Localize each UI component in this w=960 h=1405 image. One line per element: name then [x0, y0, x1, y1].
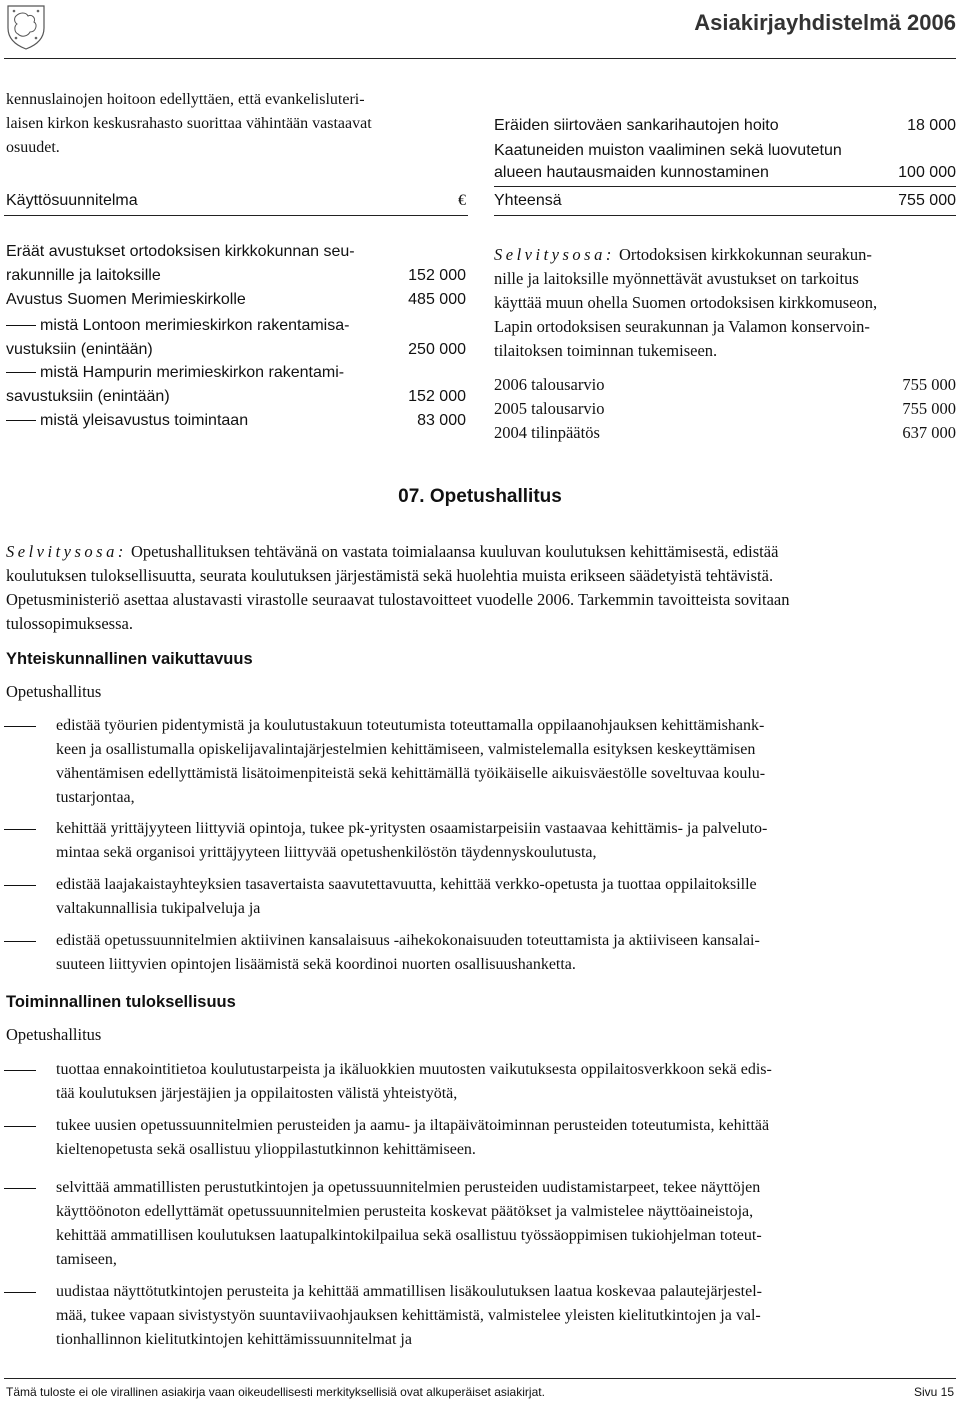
- table-row: mistä Hampurin merimieskirkon rakentami- savustuksiin (enintään) 152 000: [6, 361, 466, 409]
- table-header-unit: €: [458, 192, 466, 209]
- intro-paragraph: kennuslainojen hoitoon edellyttäen, että evankelisluteri- laisen kirkon keskusrahasto suorittaa vähintään vastaavat osuudet.: [6, 91, 372, 156]
- footer-rule: [4, 1378, 956, 1379]
- dash-icon: [4, 1126, 36, 1127]
- row-value: 18 000: [907, 117, 956, 134]
- dash-icon: [4, 829, 36, 830]
- selvitys-label: Selvitysosa:: [6, 542, 127, 561]
- budget-row: 2005 talousarvio 755 000: [494, 399, 956, 418]
- page-header-title: Asiakirjayhdistelmä 2006: [694, 10, 956, 35]
- row-value: 100 000: [898, 164, 956, 181]
- list-item: tukee uusien opetussuunnitelmien perusteiden ja aamu- ja iltapäivätoiminnan perusteiden toteutumista, kehittää kieltenopetusta sekä osallistuu ylioppilastutkinnon kehittämiseen.: [56, 1117, 770, 1158]
- table-header-rule: [4, 215, 468, 216]
- row-value: 83 000: [417, 412, 466, 429]
- table-row: mistä Lontoon merimieskirkon rakentamisa- vustuksiin (enintään) 250 000: [6, 314, 466, 362]
- total-top-rule: [494, 186, 956, 187]
- list-item: edistää työurien pidentymistä ja koulutustakuun toteutumista toteuttamalla oppilaanohjauksen kehittämishank- keen ja osallistumalla opiskelijavalintajärjestelmien kehittämiseen, valmistelemalla esityksen keskeyttämisen vähentämisen edellyttämistä lisätoimenpiteistä sekä kehittämällä työikäiselle aikuisväestölle soveltuvaa koulu- tustarjontaa,: [56, 717, 766, 806]
- list-item: edistää opetussuunnitelmien aktiivinen kansalaisuus -aihekokonaisuuden toteuttamista ja aktiiviseen kansalai- suuteen liittyvien opintojen lisäämistä sekä koordinoi nuorten osallisuushanketta.: [56, 932, 760, 973]
- coat-of-arms-logo: [4, 2, 48, 50]
- dash-icon: [4, 726, 36, 727]
- footer-note: Tämä tuloste ei ole virallinen asiakirja vaan oikeudellisesti merkityksellisiä ovat alkuperäiset asiakirjat.: [6, 1385, 545, 1399]
- section-selvitys-paragraph: Selvitysosa: Opetushallituksen tehtävänä on vastata toimialaansa kuuluvan koulutuksen kehittämisestä, edistää koulutuksen tuloksellisuutta, seurata koulutuksen järjestämistä sekä huolehtia muista erikseen säädetyistä tehtävistä. Opetusministeriö asettaa alustavasti virastolle seuraavat tulostavoitteet vuodelle 2006. Tarkemmin tavoitteista sovitaan tulossopimuksessa.: [6, 542, 790, 633]
- dash-icon: [4, 1292, 36, 1293]
- total-label: Yhteensä: [494, 192, 562, 209]
- row-value: 152 000: [408, 267, 466, 284]
- subheading-tuloksellisuus: Toiminnallinen tuloksellisuus: [6, 993, 236, 1011]
- org-label: Opetushallitus: [6, 682, 102, 701]
- table-row: mistä yleisavustus toimintaan 83 000: [6, 409, 466, 433]
- budget-row: 2004 tilinpäätös 637 000: [494, 423, 956, 442]
- table-row: Eräiden siirtoväen sankarihautojen hoito 18 000: [494, 114, 956, 138]
- dash-icon: [4, 941, 36, 942]
- org-label: Opetushallitus: [6, 1025, 102, 1044]
- list-item: kehittää yrittäjyyteen liittyviä opintoja, tukee pk-yritysten osaamistarpeisiin vastaavaa kehittämis- ja palveluto- mintaa sekä organisoi yrittäjyyteen liittyvää opetushenkilöstön täydennyskoulutusta,: [56, 820, 768, 861]
- row-value: 485 000: [408, 291, 466, 308]
- page-number: Sivu 15: [913, 1385, 954, 1399]
- subheading-vaikuttavuus: Yhteiskunnallinen vaikuttavuus: [6, 650, 253, 668]
- dash-icon: [6, 372, 36, 373]
- total-row: [494, 189, 956, 213]
- list-item: tuottaa ennakointitietoa koulutustarpeista ja ikäluokkien muutosten vaikutuksesta oppilaitosverkkoon sekä edis- tää koulutuksen järjestäjien ja oppilaitosten välistä yhteistyötä,: [56, 1061, 772, 1102]
- dash-icon: [4, 1070, 36, 1071]
- table-row: Avustus Suomen Merimieskirkolle 485 000: [6, 288, 466, 312]
- selvitys-label: Selvitysosa:: [494, 245, 615, 264]
- dash-icon: [6, 420, 36, 421]
- budget-row: 2006 talousarvio 755 000: [494, 375, 956, 394]
- table-header: [6, 186, 466, 210]
- table-header-label: Käyttösuunnitelma: [6, 192, 138, 209]
- table-row: Kaatuneiden muiston vaaliminen sekä luovutetun alueen hautausmaiden kunnostaminen 100 000: [494, 140, 956, 184]
- header-rule: [4, 58, 956, 59]
- row-value: 250 000: [408, 341, 466, 358]
- budget-table: [494, 373, 956, 445]
- dash-icon: [6, 325, 36, 326]
- total-bottom-rule: [494, 215, 956, 216]
- list-item: edistää laajakaistayhteyksien tasavertaista saavutettavuutta, kehittää verkko-opetusta ja tuottaa oppilaitoksille valtakunnallisia tukipalveluja ja: [56, 876, 757, 917]
- table-row: Eräät avustukset ortodoksisen kirkkokunnan seu- rakunnille ja laitoksille 152 000: [6, 240, 466, 288]
- dash-icon: [4, 885, 36, 886]
- row-value: 152 000: [408, 388, 466, 405]
- list-item: selvittää ammatillisten perustutkintojen ja opetussuunnitelmien perusteiden uudistamistarpeet, tekee näyttöjen käyttöönoton edellyttämät opetussuunnitelmien perusteita koskevat päätökset ja valmistelee näyttöaineistoja, kehittää ammatillisen koulutuksen laatupalkintokilpailua sekä osallistuu työssäoppimisen tukiohjelman toteut- tamiseen,: [56, 1179, 762, 1268]
- total-value: 755 000: [898, 192, 956, 209]
- selvitys-paragraph: Selvitysosa: Ortodoksisen kirkkokunnan seurakun- nille ja laitoksille myönnettävät avustukset on tarkoitus käyttää muun ohella Suomen ortodoksisen kirkkomuseon, Lapin ortodoksisen seurakunnan ja Valamon konservoin- tilaitoksen toiminnan tukemiseen.: [494, 245, 878, 360]
- section-heading: 07. Opetushallitus: [398, 486, 562, 507]
- dash-icon: [4, 1188, 36, 1189]
- list-item: uudistaa näyttötutkintojen perusteita ja kehittää ammatillisen lisäkoulutuksen laatua koskevaa palautejärjestel- mää, tukee vapaan sivistystyön suuntaviivaohjauksen kehittämistä, valmistelee yleisten kielitutkintojen ja val- tionhallinnon kielitutkintojen kehittämissuunnitelmat ja: [56, 1283, 762, 1348]
